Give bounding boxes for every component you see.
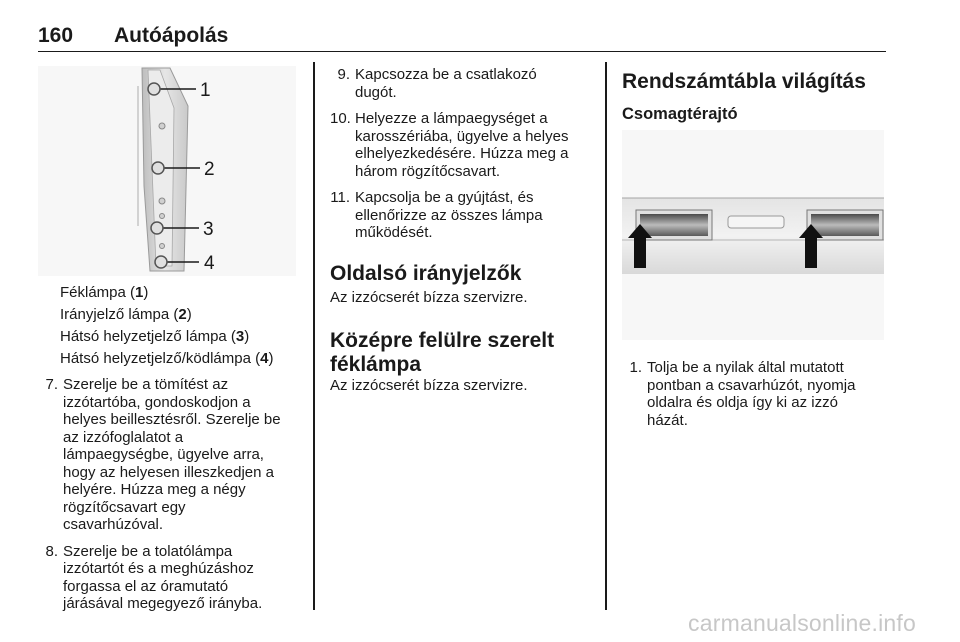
list-item: 8. Szerelje be a tolatólámpa izzótartót és a meghúzáshoz forgassa el az óramutató járásával megegyező irányba.	[45, 542, 263, 612]
center-brake-light-text: Az izzócserét bízza szervizre.	[330, 377, 528, 394]
list-item: 10. Helyezze a lámpaegységet a karosszériába, ügyelve a helyes elhelyezkedésére. Húzza meg a három rögzítőcsavart.	[330, 110, 569, 180]
column-divider-1	[313, 62, 315, 610]
legend-item-1: Féklámpa (1)	[60, 284, 149, 301]
callout-marker-4	[155, 256, 167, 268]
side-indicators-text: Az izzócserét bízza szervizre.	[330, 289, 528, 306]
list-item: 9. Kapcsozza be a csatlakozó dugót.	[337, 66, 537, 101]
page-header	[38, 22, 886, 52]
subheading-tailgate: Csomagtérajtó	[622, 105, 738, 123]
list-item: 11. Kapcsolja be a gyújtást, és ellenőrizze az összes lámpa működését.	[330, 189, 543, 241]
rear-lamp-figure	[38, 66, 296, 276]
callout-marker-3	[151, 222, 163, 234]
callout-label-3: 3	[203, 219, 214, 240]
heading-side-indicators: Oldalsó irányjelzők	[330, 262, 522, 285]
license-plate-light-illustration	[622, 130, 884, 340]
callout-marker-2	[152, 162, 164, 174]
steps-list-col1	[38, 376, 300, 622]
callout-label-1: 1	[200, 80, 211, 101]
legend-item-2: Irányjelző lámpa (2)	[60, 306, 192, 323]
list-item: 1. Tolja be a nyilak által mutatott pontban a csavarhúzót, nyomja oldalra és oldja így ki az izzó házát.	[629, 359, 856, 429]
steps-list-col2	[330, 66, 592, 251]
column-divider-2	[605, 62, 607, 610]
rear-lamp-illustration	[38, 66, 296, 276]
lamp-legend	[60, 282, 273, 370]
list-item: 7. Szerelje be a tömítést az izzótartóba, gondoskodjon a helyes beillesztésről. Szerelje be az izzófoglalatot a lámpaegységbe, ügyelve arra, hogy az helyesen illeszkedjen a helyére. Húzza meg a négy rögzítőcsavart egy csavarhúzóval.	[45, 376, 281, 533]
license-plate-light-figure	[622, 130, 884, 340]
watermark: carmanualsonline.info	[688, 610, 916, 636]
callout-label-4: 4	[204, 253, 215, 274]
page-number: 160	[38, 24, 74, 47]
callout-marker-1	[148, 83, 160, 95]
heading-center-brake-light: Középre felülre szerelt féklámpa	[330, 329, 555, 376]
heading-license-plate-light: Rendszámtábla világítás	[622, 70, 866, 93]
callout-label-2: 2	[204, 159, 215, 180]
steps-list-col3	[622, 359, 884, 438]
legend-item-4: Hátsó helyzetjelző/ködlámpa (4)	[60, 350, 274, 367]
page-title: Autóápolás	[114, 24, 229, 47]
legend-item-3: Hátsó helyzetjelző lámpa (3)	[60, 328, 250, 345]
